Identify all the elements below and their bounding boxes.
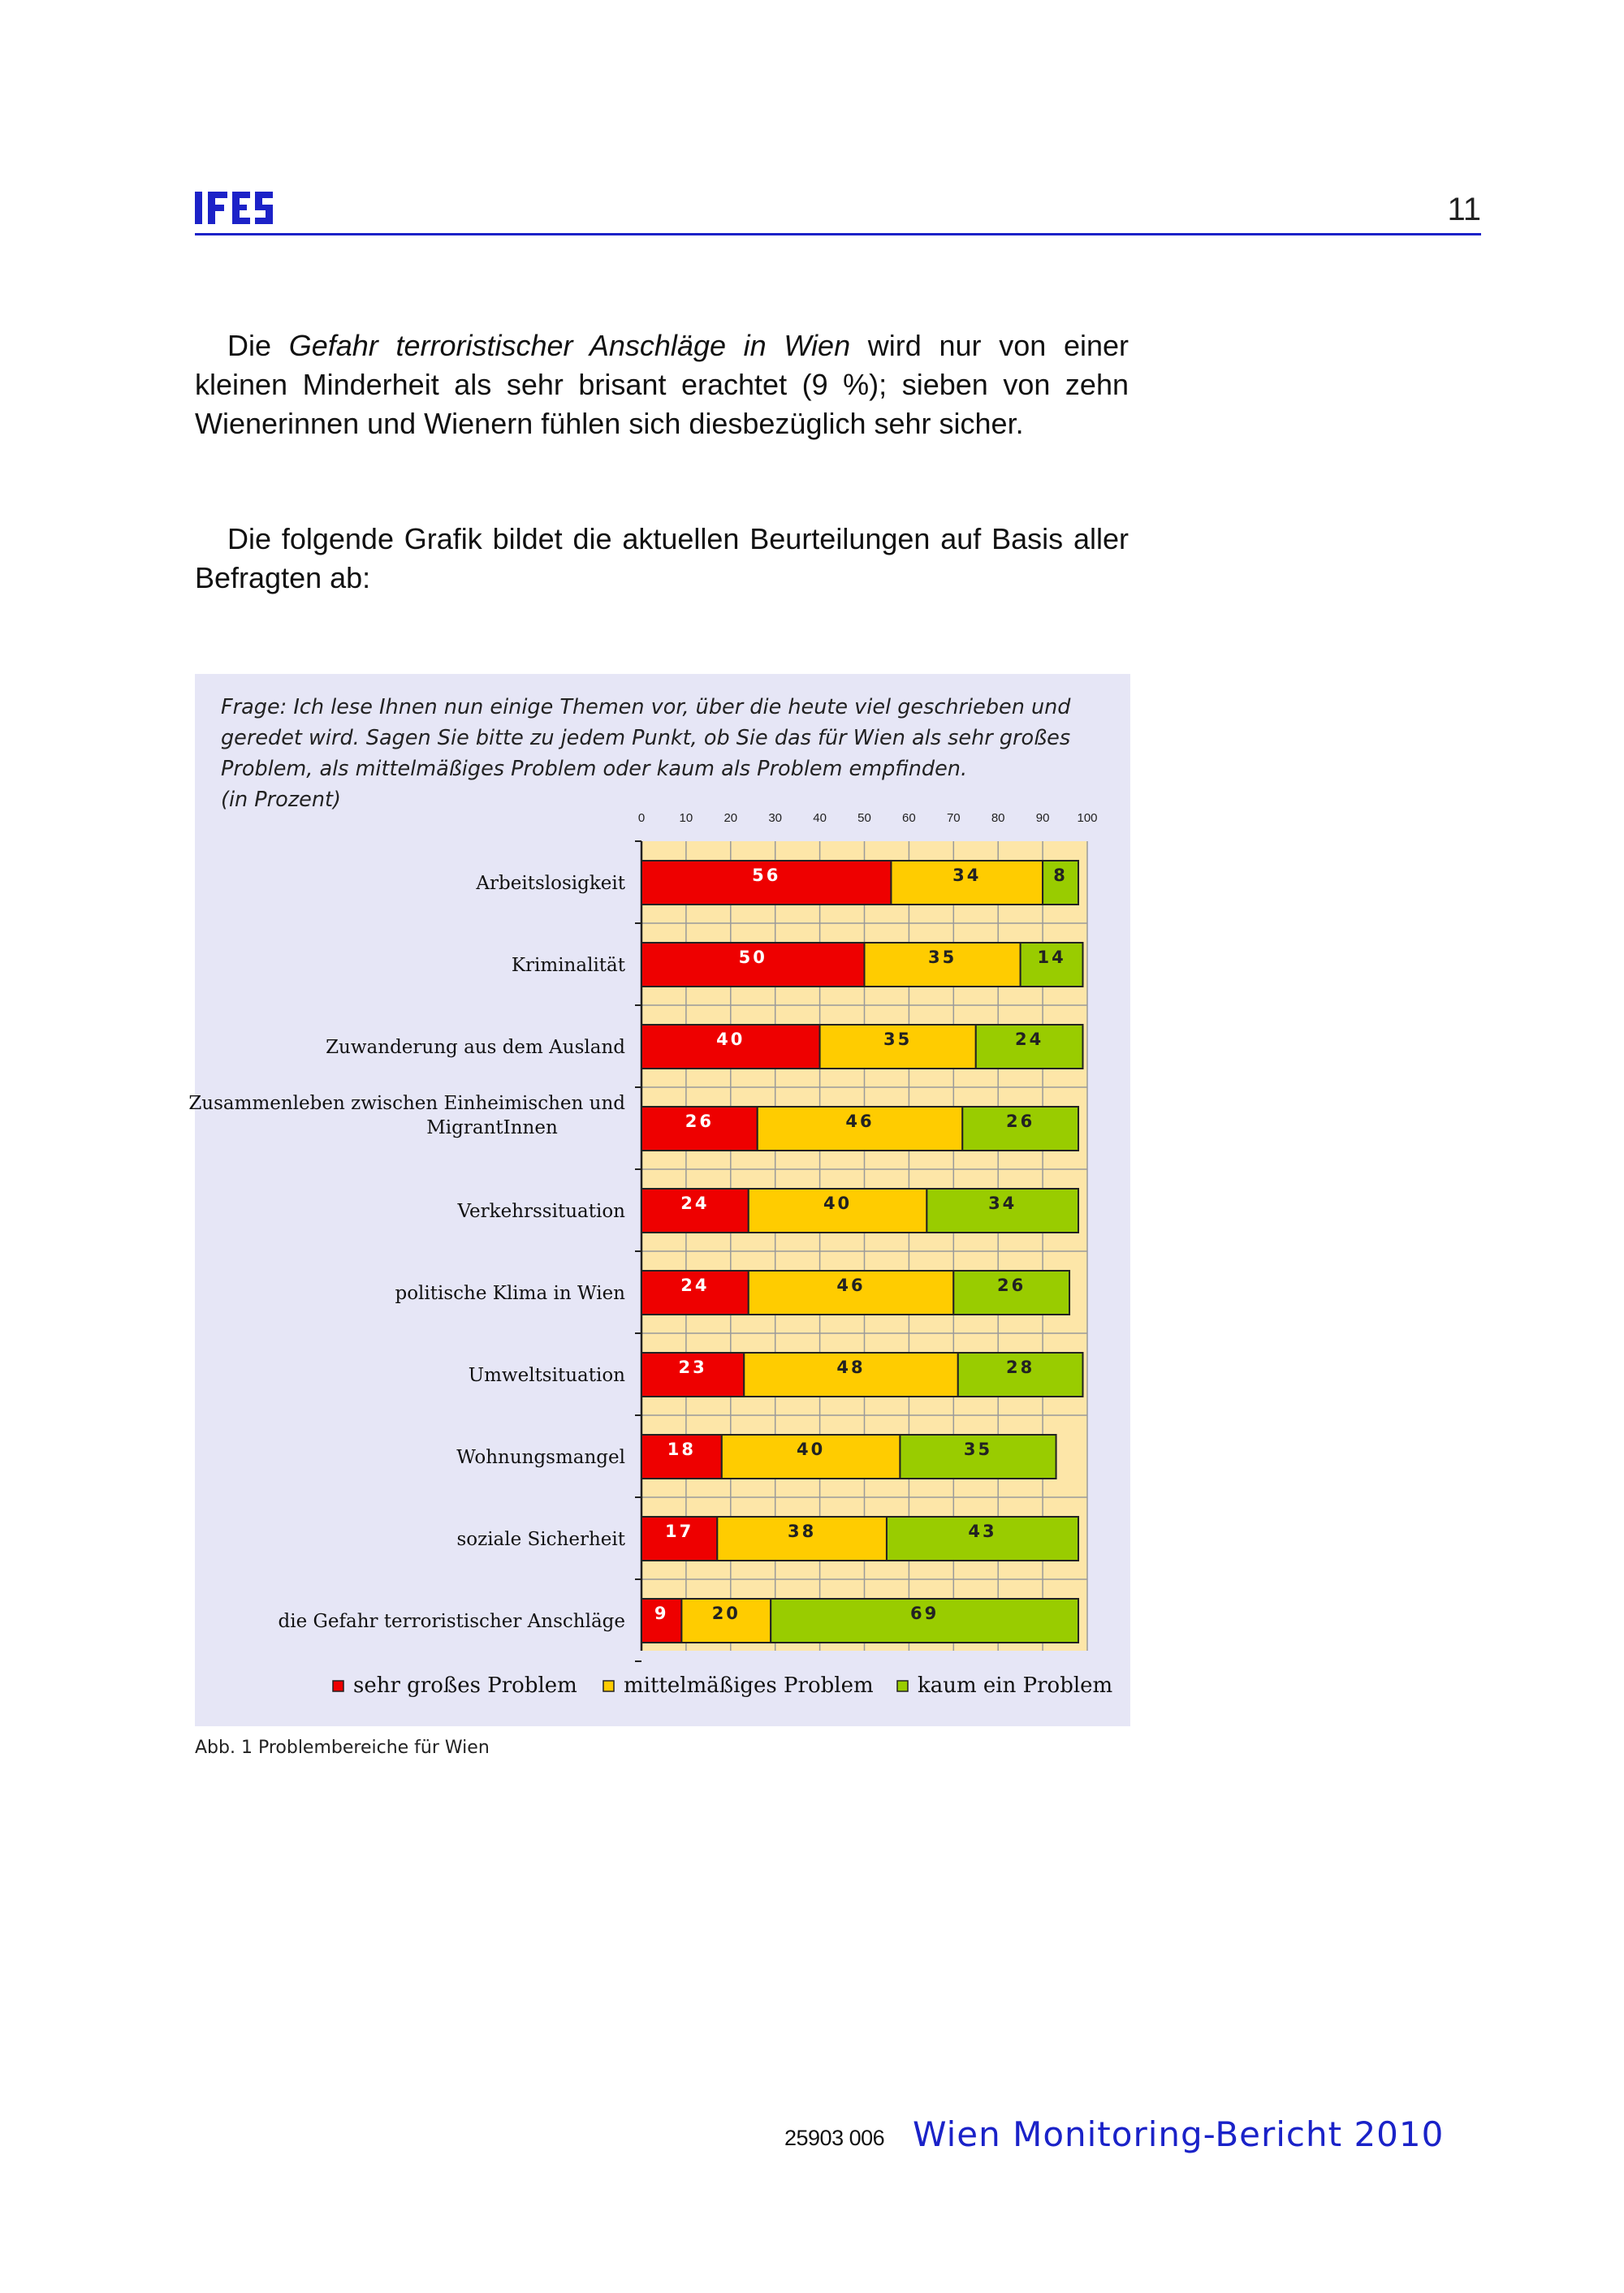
x-tick-label: 30 [768,811,783,825]
bar-value-label: 46 [836,1276,866,1295]
bar-value-label: 35 [927,948,957,967]
bar-value-label: 26 [1006,1112,1035,1131]
category-label: soziale Sicherheit [456,1529,625,1550]
x-tick-label: 90 [1035,811,1050,825]
category-label-line: Zusammenleben zwischen Einheimischen und [188,1093,625,1114]
category-label: Wohnungsmangel [456,1447,625,1468]
bar-value-label: 69 [909,1604,939,1623]
unit-note: (in Prozent) [221,788,341,812]
bar-value-label: 35 [883,1030,913,1049]
legend-item [603,1673,874,1698]
category-label: politische Klima in Wien [395,1283,625,1304]
paragraph-text: wird nur von einer kleinen Minderheit als sehr brisant erachtet (9 %); sieben von zehn Wienerinnen und Wienern fühlen sich diesbezüglich sehr sicher. [195,329,1129,440]
category-label: Arbeitslosigkeit [476,873,625,894]
legend-item [897,1673,1112,1698]
bar-value-label: 20 [711,1604,741,1623]
bar-value-label: 17 [665,1522,694,1541]
legend-item [333,1673,577,1698]
bar-value-label: 28 [1006,1358,1035,1377]
bar-value-label: 38 [788,1522,817,1541]
bar-value-label: 35 [963,1440,993,1459]
legend-label: kaum ein Problem [918,1673,1113,1698]
bar-value-label: 50 [738,948,767,967]
category-label: Zuwanderung aus dem Ausland [326,1037,625,1058]
survey-question: Frage: Ich lese Ihnen nun einige Themen vor, über die heute viel geschrieben und geredet wird. Sagen Sie bitte zu jedem Punkt, ob Sie das für Wien als sehr großes Problem, als mittelmäßiges Problem oder kaum als Problem empfinden. [221,695,1071,781]
bar-value-label: 34 [988,1194,1017,1213]
bar-value-label: 56 [752,866,781,885]
figure-caption: Abb. 1 Problembereiche für Wien [195,1738,490,1758]
x-tick-label: 80 [991,811,1005,825]
paragraph-text: Die folgende Grafik bildet die aktuellen Beurteilungen auf Basis aller Befragten ab: [195,522,1129,594]
bar-value-label: 23 [678,1358,707,1377]
bar-value-label: 40 [823,1194,853,1213]
x-tick-label: 100 [1077,811,1098,825]
bar-value-label: 24 [680,1194,710,1213]
bar-value-label: 46 [845,1112,875,1131]
bar-value-label: 40 [797,1440,826,1459]
category-label: die Gefahr terroristischer Anschläge [278,1611,625,1632]
bar-value-label: 26 [685,1112,714,1131]
x-tick-label: 40 [813,811,827,825]
legend-swatch [897,1681,908,1691]
paragraph-emphasis: Gefahr terroristischer Anschläge in Wien [288,329,851,362]
bar-value-label: 40 [716,1030,745,1049]
bar-value-label: 26 [997,1276,1026,1295]
legend-label: mittelmäßiges Problem [624,1673,874,1698]
report-title: Wien Monitoring-Bericht 2010 [913,2114,1445,2154]
bar-value-label: 43 [968,1522,997,1541]
category-label-line: MigrantInnen [426,1117,558,1138]
bar-value-label: 9 [654,1604,669,1623]
bar-value-label: 14 [1037,948,1066,967]
bar-value-label: 48 [836,1358,866,1377]
bar-value-label: 8 [1053,866,1068,885]
x-tick-label: 70 [946,811,961,825]
legend-swatch [603,1681,614,1691]
legend-label: sehr großes Problem [353,1673,577,1698]
category-label: Kriminalität [511,955,625,976]
bar-value-label: 24 [680,1276,710,1295]
paragraph-text: Die [227,329,289,362]
page-number: 11 [1447,192,1481,227]
category-label [188,1093,625,1138]
category-label: Umweltsituation [468,1365,625,1386]
report-number: 25903 006 [784,2126,885,2150]
x-tick-label: 10 [679,811,693,825]
x-tick-label: 60 [902,811,916,825]
x-tick-label: 50 [857,811,871,825]
bar-value-label: 24 [1015,1030,1044,1049]
bar-value-label: 34 [952,866,982,885]
x-tick-label: 20 [723,811,738,825]
legend-swatch [333,1681,343,1691]
category-label: Verkehrssituation [457,1201,625,1222]
x-tick-label: 0 [637,811,646,825]
bar-value-label: 18 [667,1440,697,1459]
